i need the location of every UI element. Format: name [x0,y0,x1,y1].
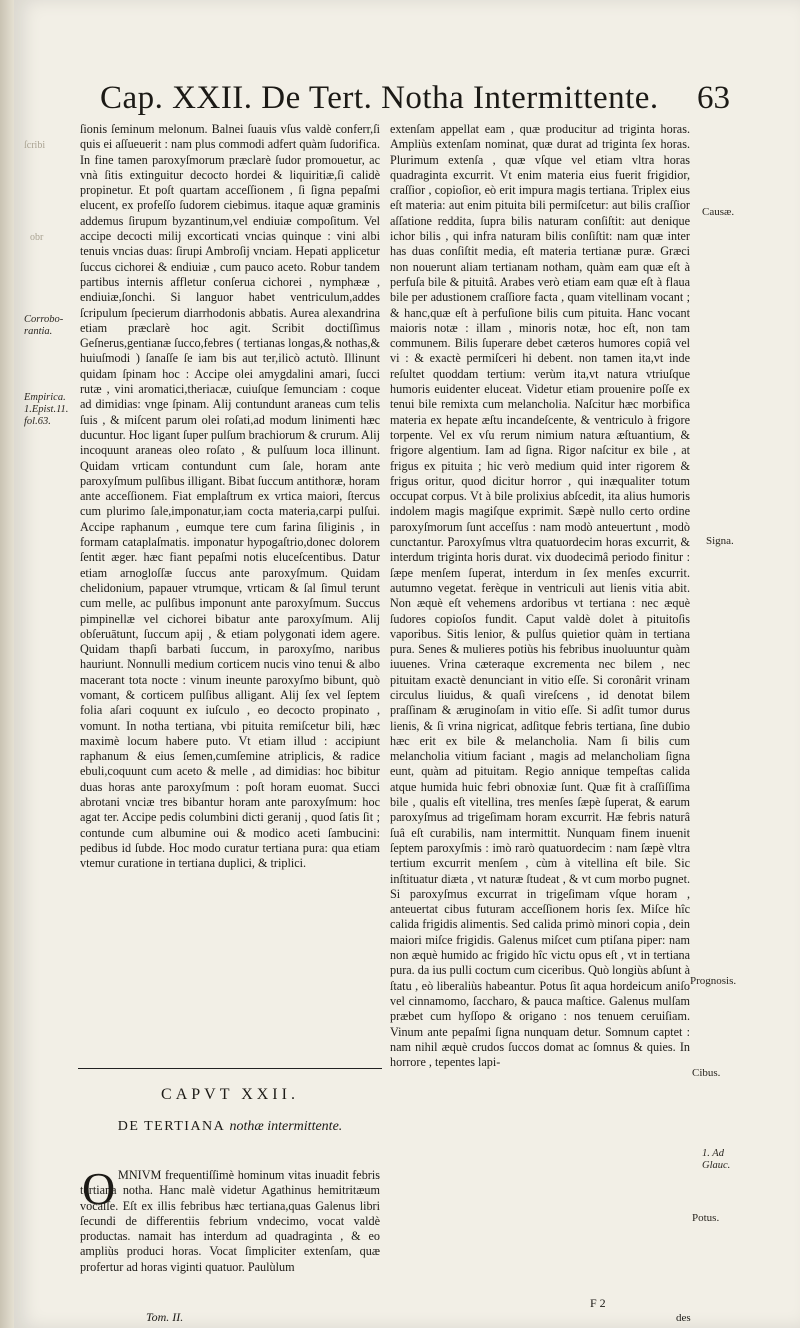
margin-note-cibus: Cibus. [692,1067,721,1079]
right-column [390,122,690,1070]
drop-capital: O [82,1163,116,1214]
bleed-through-text: ſcribi [24,140,46,151]
chapter-body-content: frequentiſſimè hominum vitas inuadit febris tertiana notha. Hanc malè videtur Agathinus hemitritæum vocaſſe. Eſt ex illis febribus hæc tertiana,quas Galenus libri ſecundi de differentiis febrium vndecimo, vocat valdè productas. namait has interdum ad quadraginta , & eo ampliùs produci horas. Vocat ſimpliciter extenſam, quæ profertur ad horas viginti quatuor. Paulùlum [80,1168,380,1274]
page-title: Cap. XXII. De Tert. Notha Intermittente. [100,80,659,116]
page-number: 63 [697,80,730,116]
chapter-heading: CAPVT XXII. [161,1086,299,1103]
section-rule-top [78,1068,382,1069]
bleed-through-text: obr [30,232,44,243]
catchword: des [676,1312,691,1324]
chapter-subtitle [80,1118,380,1136]
chapter-subtitle-italic: nothæ intermittente. [229,1119,343,1134]
volume-mark: Tom. II. [146,1310,184,1324]
chapter-opening-word: MNIVM [118,1168,162,1182]
chapter-subtitle-roman: DE TERTIANA [117,1119,225,1134]
margin-note-signa: Signa. [706,535,734,547]
binding-gutter [0,0,14,1328]
running-header [100,80,740,124]
margin-note-corroborantia: Corrobo- rantia. [24,314,64,337]
chapter-body-text [80,1163,380,1275]
margin-note-empirica: Empirica. 1.Epist.11. fol.63. [24,392,69,427]
chapter-body [80,1163,380,1275]
signature-mark: F 2 [590,1296,606,1310]
right-column-text: extenſam appellat eam , quæ producitur ad triginta horas. Ampliùs extenſam nominat, quæ durat ad triginta ſex horas. Plurimum extenſa , quæ vſque vel etiam vltra horas quadraginta excurrit. Vt enim materia eius fuerit frigidior, craſſior , copioſior, eò erit impura magis tertiana. Triplex eius eſt materia: aut enim pituita bili permiſcetur: aut bilis craſſior aſſatione reddita, ſupra bilis naturam conſiſtit: aut denique ichor bilis , qui infra naturam bilis conſiſtit: nam quæ inter has duas conſiſtit media, eſt materia tertianæ puræ. Græci non nouerunt aliam tertianam notham, quàm eam quæ eſt à perfuſa bile & pituitâ. Arabes verò etiam eam quæ eſt à flaua bile per adustionem craſſiore facta , quam vitellinam vocant ; & hanc,quæ eſt à perfuſione bilis cum pituita. Hanc vocant maioris notæ : illam , minoris notæ, hoc eſt, non tam communem. Bilis ſuperare debet cæteros humores copiâ vel vi : & exactè permiſceri hi debent. non tamen ita,vt inde reſultet quoddam tertium: verùm ita,vt natura vtriuſque humoris euidenter eluceat. Videtur etiam prouenire poſſe ex tenui bile remixta cum melancholia. Naſcitur hæc morbifica materia ex hepate æſtu incandeſcente, & ventriculo à frigore torpente. Vel ex vſu rerum nimium natura æſtuantium, & frigore algentium. Iam ad ſigna. Rigor naſcitur ex bile , at frigus ex pituita ; hic verò medium quid inter rigorem & frigus oritur, quod dicitur horror , qui inæqualiter totum occupat corpus. Vt à bile prolixius abſcedit, ita alius humoris indolem magis magiſque exprimit. Sæpè nullo certo ordine paroxyſmorum ſunt acceſſus : nam modò anteuertunt , modò cunctantur. Paroxyſmus vltra quatuordecim horas excurrit, & interdum triginta horis durat. vix duodecimâ periodo finitur : ſæpe menſem ſuperat, interdum in ſex menſes excurrit. autumno vegetat. ferèque in ventriculi aut lienis vitia abit. Non æquè eſt vehemens ardoribus vt tertiana : nec æquè ſudores copioſos fundit. Caput valdè dolet à pituitoſis vaporibus. Sitis lenior, & pulſus quietior quàm in tertiana pura. Senes & mulieres potiùs his febribus inuoluuntur quàm iuuenes. Vrina cæteraque excrementa nec bilem , nec pituitam exactè denunciant in vitio eſſe. Si coronârit vrinam circulus liuidus, & quaſi vireſcens , id denotat bilem praſſinam & æruginoſam in vitio eſſe. Si adſit tumor durus lienis, & ſi vrina nigricat, adſitque febris tertiana, ſine dubio hæc erit ex bile & melancholia. Nam ſi bilis cum melancholia vitium faciant , magis ad melancholiam ſigna eunt, quàm ad pituitam. Regio annique tempeſtas calida atque humida huic febri obnoxiæ ſunt. Quæ fit à craſſiſſima bile , qualis eſt vitellina, tres menſes ſæpè ſuperat, & earum paroxyſmus ad trigeſimam horam excurrit. Hæ febris naturâ ſuâ eſt curabilis, nam intermittit. Nunquam finem inuenit ſeptem paroxyſmis : imò rarò quatuordecim : nam ſæpè vltra tertium excurrit menſem , cùm à vitellina eſt bile. Sic inſtituatur diæta , vt naturæ ſtudeat , & vt cum morbo pugnet. Si paroxyſmus excurrat in trigeſimam vſque horam , anteuertat cibus futuram acceſſionem horis ſex. Miſce hîc calida frigidis alimentis. Sed calida primò minori copia , dein maiori miſce frigidis. Galenus miſcet cum ptiſana piper: nam non æquè humido ac frigido hîc victu opus eſt , vt in tertiana pura. da ius pulli coctum cum ciceribus. Quò longiùs abſunt à ſtatu , eò liberaliùs habeantur. Potus ſit aqua hordeicum aniſo vel cinnamomo, ſaccharo, & pauca maſtice. Galenus mulſam præbet cum hyſſopo & origano : nos tenuem ceruiſiam. Vinum ante pepaſmi ſigna nunquam detur. Somnum captet : nam nihil æquè crudos ſuccos domat ac ſomnus & quies. In horrore , tepentes lapi- [390,122,690,1070]
margin-note-prognosis: Prognosis. [690,975,737,987]
margin-note-causae: Causæ. [702,206,735,218]
margin-note-ad-glauc: 1. Ad Glauc. [702,1148,731,1171]
margin-note-potus: Potus. [692,1212,720,1224]
left-column-text: ſionis ſeminum melonum. Balnei ſuauis vſus valdè conferr,ſi quis ei aſſueuerit : nam plus commodi adfert quàm ſudorifica. In fine tamen paroxyſmorum præclarè ſudor promouetur, ac vnà ſitis extinguitur decocto hordei & liquiritiæ,ſi calidè propinetur. Et poſt quartam acceſſionem , ſi ſigna pepaſmi elucent, ex profeſſo ſudorem ciebimus. itaque aquæ graminis addemus ſirupum byzantinum,vel endiuiæ compoſitum. Vel accipe decocti milij excorticati vncias quinque : vini albi tenuis vncias duas: ſirupi Ambroſij vnciam. Hepati applicetur ſuccus cichorei & endiuiæ , cum pauco aceto. Robur tandem partibus internis affletur conſerua cichorei , nymphææ , endiuiæ,ſonchi. Si languor habet ventriculum,addes ſcripulum ſpecierum diarrhodonis abbatis. Aurea alexandrina etiam præclarè hoc agit. Scribit doctiſſimus Geſnerus,gentianæ ſucco,febres ( tertianas longas,& nothas,& huiuſmodi ) ſanaſſe ſe iam bis aut ter,ilicò actutò. Illinunt quidam ſpinam hoc : Accipe olei amygdalini amari, ſucci rutæ , vini aromatici,theriacæ, cuiuſque ſemunciam : coque ad dimidias: vnge ſpinam. Alij contundunt araneas cum telis ſuis , & miſcent parum olei roſati,ad modum linimenti hæc ducuntur. Hoc ligant ſuper pulſum brachiorum & crurum. Alij incoquunt araneas oleo roſato , & pulſuum loca illinunt. Quidam vrticam contundunt cum ſale, horam ante paroxyſmum pulſibus illigant. Bibat ſuccum antithoræ, horam ante acceſſionem. Fiat emplaſtrum ex vrtica maiori, ſtercus cum plurimo ſale,imponatur,iam cocta materia,carpi pulſui. Accipe raphanum , eumque tere cum farina ſiliginis , in formam cataplaſmatis. imponatur hypogaſtrio,donec dolorem ſentit æger. hæc fiant pepaſmi notis eluceſcentibus. Datur etiam arnogloſſæ ſuccus ante paroxyſmum. Quidam chelidonium, papauer vtrumque, vrticam & ſal ſimul terunt cum melle, ac pulſibus imponunt ante paroxyſmum. Succus pimpinellæ vel cichorei bibatur ante paroxyſmum. Alij obſeruātunt, ſuccum apij , & etiam polygonati idem agere. Quidam thapſi barbati ſuccum, in paroxyſmo, naribus hauriunt. Nonnulli medium corticem nucis vino tenui & albo macerant tota nocte : vinum ineunte paroxyſmo bibunt, quò vomant, & corticem pulſibus alligant. Alij ſex vel ſeptem folia aſari coquunt ex iuſculo , eo decocto propinato , vomunt. In notha tertiana, vbi pituita remiſcetur bili, hæc maximè locum habere puto. Vt etiam illud : accipiunt raphanum & eius ſemen,cumſemine atriplicis, & radice ebuli,coquunt cum aceto & melle , ad dimidias: hoc bibitur duas horas ante paroxyſmum : poſt horam euomat. Succi abrotani vnciæ tres bibantur horam ante paroxyſmum: hoc agat ter. Accipe pedis columbini dicti geranij , quod ſatis ſit ; contunde cum albumine oui & modico aceti ſambucini: pedibus id ſubde. Hoc modo curatur tertiana pura: qua etiam vtemur curatione in tertiana duplici, & triplici. [80,122,380,871]
left-column [80,122,380,872]
